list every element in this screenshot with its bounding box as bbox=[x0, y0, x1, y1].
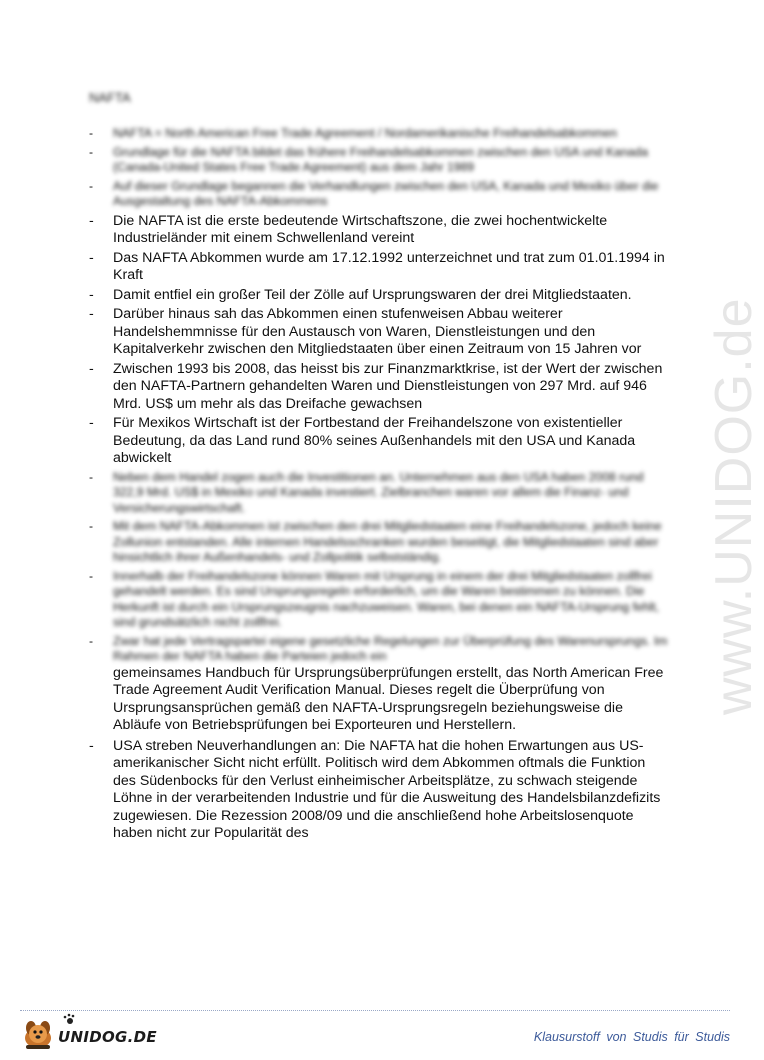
bullet-marker: - bbox=[89, 568, 94, 583]
bullet-marker: - bbox=[89, 144, 94, 159]
bullet-list bbox=[89, 126, 669, 845]
bullet-marker: - bbox=[89, 212, 94, 229]
bullet-item bbox=[89, 634, 669, 735]
bullet-text: Neben dem Handel zogen auch die Investitionen an. Unternehmen aus den USA haben 2008 rund 322,9 Mrd. US$ in Mexiko und Kanada investiert. Zielbranchen waren vor allem die Finanz- und Versicherungswirtschaft. bbox=[113, 469, 644, 515]
bullet-marker: - bbox=[89, 519, 94, 533]
document-title: NAFTA bbox=[89, 90, 131, 105]
bullet-marker: - bbox=[89, 286, 94, 303]
bullet-item bbox=[89, 306, 669, 359]
bullet-item bbox=[89, 126, 669, 142]
paw-icon bbox=[64, 1014, 75, 1024]
dog-mascot-icon bbox=[25, 1021, 51, 1049]
bullet-text: Mit dem NAFTA-Abkommen ist zwischen den drei Mitgliedstaaten eine Freihandelszone, jedoch keine Zollunion entstanden. Alle internen Handelsschranken wurden beseitigt, die Mitgliedstaaten sind aber hinsichtlich ihrer Außenhandels- und Zollpolitik selbstständig. bbox=[113, 519, 662, 564]
bullet-item bbox=[89, 738, 669, 843]
bullet-item bbox=[89, 145, 669, 176]
bullet-item bbox=[89, 213, 669, 248]
bullet-marker: - bbox=[89, 737, 94, 754]
bullet-marker: - bbox=[89, 126, 94, 140]
bullet-text: NAFTA = North American Free Trade Agreement / Nordamerikanische Freihandelsabkommen bbox=[113, 126, 618, 140]
bullet-item bbox=[89, 361, 669, 414]
bullet-marker: - bbox=[89, 360, 94, 377]
bullet-marker: - bbox=[89, 415, 94, 431]
bullet-text: Auf dieser Grundlage begannen die Verhandlungen zwischen den USA, Kanada und Mexiko über die Ausgestaltung des NAFTA-Abkommens bbox=[113, 178, 659, 208]
bullet-text: Das NAFTA Abkommen wurde am 17.12.1992 unterzeichnet und trat zum 01.01.1994 in Kraft bbox=[113, 249, 665, 283]
bullet-text: USA streben Neuverhandlungen an: Die NAFTA hat die hohen Erwartungen aus US-amerikanischer Sicht nicht erfüllt. Politisch wird dem Abkommen oftmals die Funktion des Südenbocks für den Verlust einheimischer Arbeitsplätze, zu schwach steigende Löhne in der verarbeitenden Industrie und für die Ausweitung des Handelsbilanzdefizits zugewiesen. Die Rezession 2008/09 und die anschließend hohe Arbeitslosenquote haben nicht zur Popularität des bbox=[113, 737, 661, 841]
bullet-item bbox=[89, 415, 669, 468]
watermark: www.UNIDOG.de bbox=[705, 297, 763, 715]
bullet-text: Innerhalb der Freihandelszone können Waren mit Ursprung in einem der drei Mitgliedstaaten zollfrei gehandelt werden. Es sind Ursprungsregeln erforderlich, um die Waren bestimmen zu können. Die Herkunft ist durch ein Ursprungszeugnis nachzuweisen. Waren, bei denen ein NAFTA-Ursprung fehlt, sind grundsätzlich nicht zollfrei. bbox=[113, 568, 659, 629]
bullet-marker: - bbox=[89, 306, 94, 322]
bullet-text: Die NAFTA ist die erste bedeutende Wirtschaftszone, die zwei hochentwickelte Industrieländer mit einem Schwellenland vereint bbox=[113, 212, 608, 246]
bullet-item bbox=[89, 470, 669, 517]
bullet-item bbox=[89, 519, 669, 566]
bullet-marker: - bbox=[89, 178, 94, 193]
bullet-text: Zwar hat jede Vertragspartei eigene gesetzliche Regelungen zur Überprüfung des Warenursprungs. Im Rahmen der NAFTA haben die Parteien jedoch ein bbox=[113, 633, 668, 663]
bullet-text: Zwischen 1993 bis 2008, das heisst bis zur Finanzmarktkrise, ist der Wert der zwischen den NAFTA-Partnern gehandelten Waren und Dienstleistungen von 297 Mrd. auf 946 Mrd. US$ um mehr als das Dreifache gewachsen bbox=[113, 360, 663, 412]
bullet-item bbox=[89, 250, 669, 285]
bullet-text: Damit entfiel ein großer Teil der Zölle auf Ursprungswaren der drei Mitgliedstaaten. bbox=[113, 286, 632, 303]
bullet-marker: - bbox=[89, 469, 94, 484]
bullet-text: Für Mexikos Wirtschaft ist der Fortbestand der Freihandelszone von existentieller Bedeutung, da das Land rund 80% seines Außenhandels mit den USA und Kanada abwickelt bbox=[113, 415, 636, 466]
bullet-marker: - bbox=[89, 249, 94, 266]
footer-divider bbox=[20, 1010, 730, 1011]
bullet-item bbox=[89, 287, 669, 305]
bullet-text-continued: gemeinsames Handbuch für Ursprungsüberprüfungen erstellt, das North American Free Trade Agreement Audit Verification Manual. Dieses regelt die Überprüfung von Ursprungsansprüchen gemäß den NAFTA-Ursprungsregeln beziehungsweise die Abläufe von Betriebsprüfungen bei Exporteuren und Herstellern. bbox=[113, 664, 664, 733]
logo-text: UNIDOG.DE bbox=[58, 1028, 157, 1046]
bullet-item bbox=[89, 179, 669, 210]
bullet-text: Grundlage für die NAFTA bildet das frühere Freihandelsabkommen zwischen den USA und Kanada (Canada-United States Free Trade Agreement) aus dem Jahr 1989 bbox=[113, 144, 648, 174]
footer-tagline: Klausurstoff von Studis für Studis bbox=[533, 1030, 730, 1044]
bullet-text: Darüber hinaus sah das Abkommen einen stufenweisen Abbau weiterer Handelshemmnisse für den Austausch von Waren, Dienstleistungen und den Kapitalverkehr zwischen den Mitgliedstaaten über einen Zeitraum von 15 Jahren vor bbox=[113, 306, 642, 357]
bullet-item bbox=[89, 569, 669, 631]
bullet-marker: - bbox=[89, 633, 94, 648]
